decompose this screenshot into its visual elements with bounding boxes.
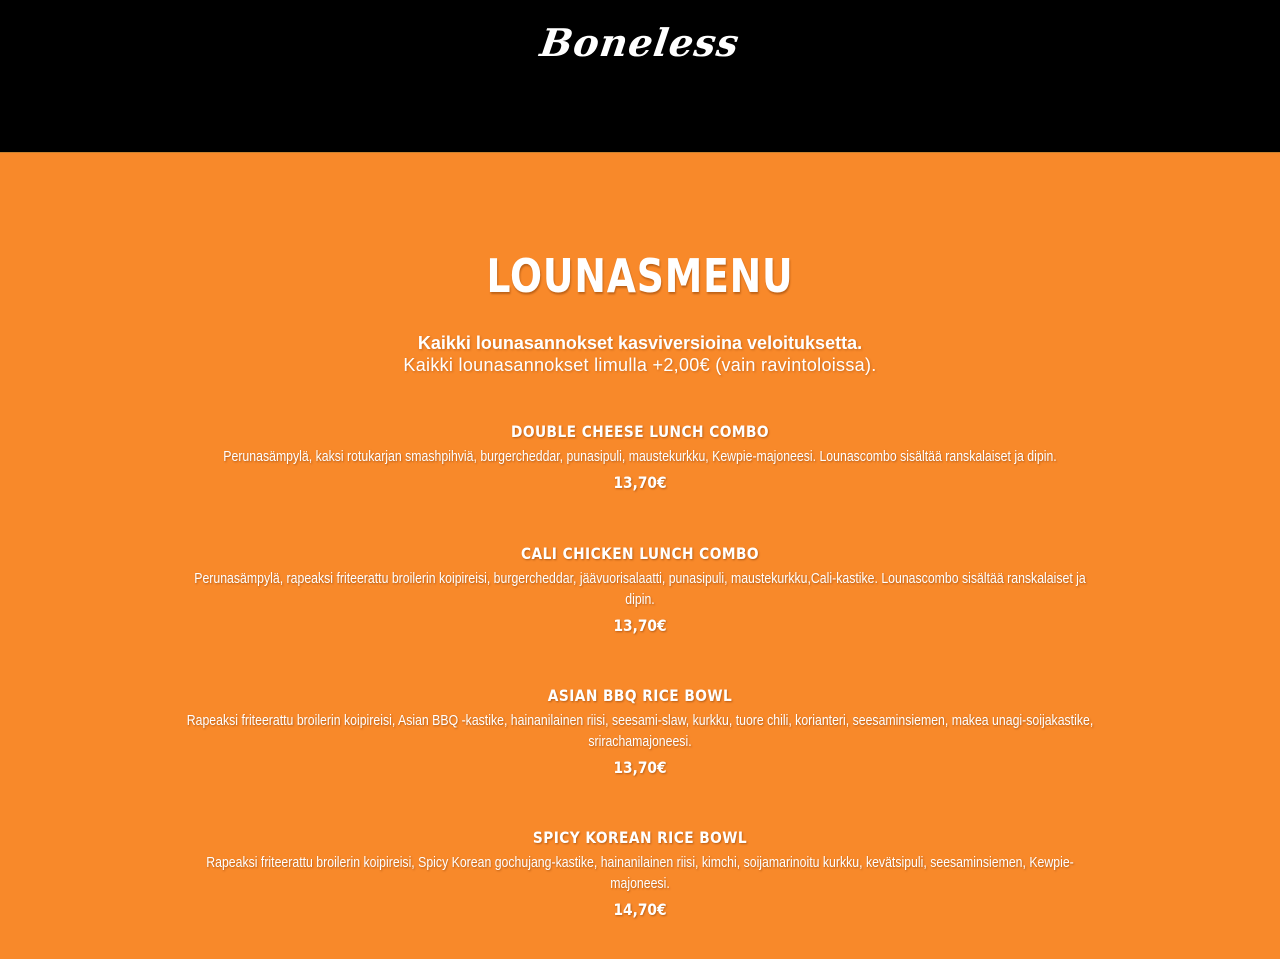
page-title: LOUNASMENU (486, 249, 794, 303)
menu-item (180, 422, 1100, 492)
menu-item-description: Perunasämpylä, rapeaksi friteerattu broilerin koipireisi, burgercheddar, jäävuorisalaatti, punasipuli, maustekurkku,Cali-kastike. Lounascombo sisältää ranskalaiset ja dipin. (194, 570, 1086, 608)
brand-logo[interactable]: Boneless (537, 20, 743, 65)
menu-item (180, 686, 1100, 777)
menu-item-description: Rapeaksi friteerattu broilerin koipireisi, Spicy Korean gochujang-kastike, hainanilainen riisi, kimchi, soijamarinoitu kurkku, kevätsipuli, seesaminsiemen, Kewpie-majoneesi. (206, 854, 1074, 892)
menu-item-price: 14,70€ (613, 900, 667, 919)
menu-item (180, 544, 1100, 635)
intro-veggie-note: Kaikki lounasannokset kasviversioina veloituksetta. (417, 333, 863, 353)
menu-item-name: SPICY KOREAN RICE BOWL (532, 828, 748, 847)
site-header (0, 0, 1280, 153)
menu-item-price: 13,70€ (613, 758, 667, 777)
menu-item (180, 828, 1100, 919)
menu-item-description: Rapeaksi friteerattu broilerin koipireisi, Asian BBQ -kastike, hainanilainen riisi, seesami-slaw, kurkku, tuore chili, korianteri, seesaminsiemen, makea unagi-soijakastike, srirachamajoneesi. (186, 712, 1094, 750)
menu-item-price: 13,70€ (613, 616, 667, 635)
menu-item-price: 13,70€ (613, 473, 667, 492)
lunch-menu-section (0, 153, 1280, 959)
menu-item-name: ASIAN BBQ RICE BOWL (547, 686, 733, 705)
menu-item-name: DOUBLE CHEESE LUNCH COMBO (510, 422, 770, 441)
intro-soda-note: Kaikki lounasannokset limulla +2,00€ (vain ravintoloissa). (403, 355, 877, 375)
menu-item-name: CALI CHICKEN LUNCH COMBO (520, 544, 759, 563)
menu-item-description: Perunasämpylä, kaksi rotukarjan smashpihviä, burgercheddar, punasipuli, maustekurkku, Kewpie-majoneesi. Lounascombo sisältää ranskalaiset ja dipin. (223, 448, 1057, 465)
